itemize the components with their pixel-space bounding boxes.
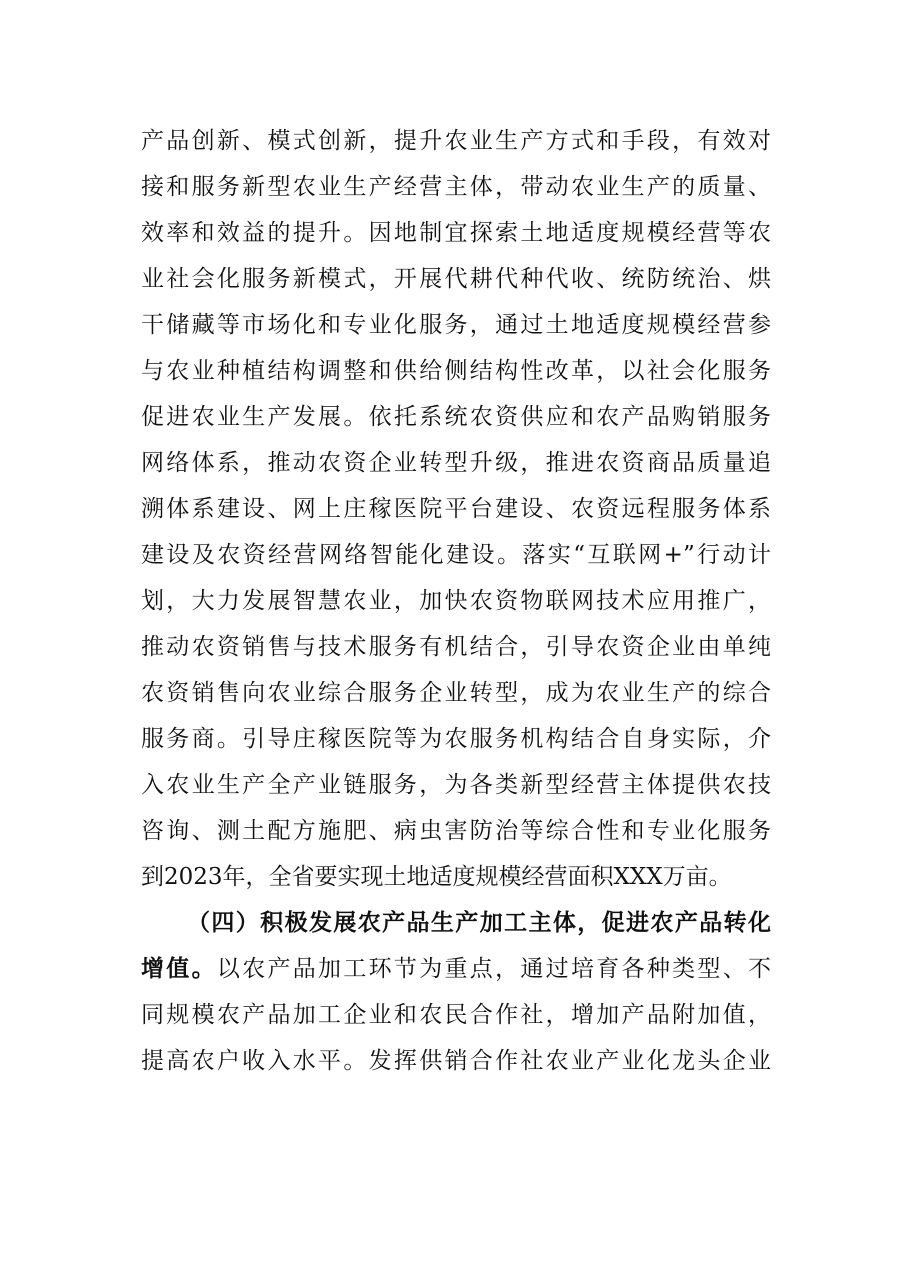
section-heading-tail: 增值。 (141, 956, 217, 982)
text-line: 推动农资销售与技术服务有机结合，引导农资企业由单纯 (141, 634, 771, 660)
text-line: 接和服务新型农业生产经营主体，带动农业生产的质量、 (141, 174, 771, 200)
text-line: 同规模农产品加工企业和农民合作社，增加产品附加值， (141, 1002, 771, 1028)
text-line: 干储藏等市场化和专业化服务，通过土地适度规模经营参 (141, 312, 771, 338)
text-line: 划，大力发展智慧农业，加快农资物联网技术应用推广， (141, 588, 771, 614)
text-line: 农资销售向农业综合服务企业转型，成为农业生产的综合 (141, 680, 771, 706)
text-line: 提高农户收入水平。发挥供销合作社农业产业化龙头企业 (141, 1048, 771, 1074)
text-line: 效率和效益的提升。因地制宜探索土地适度规模经营等农 (141, 220, 771, 246)
document-body (141, 118, 771, 1084)
section-heading: （四）积极发展农产品生产加工主体，促进农产品转化 (187, 910, 771, 936)
text-line: 与农业种植结构调整和供给侧结构性改革，以社会化服务 (141, 358, 771, 384)
text-line: 促进农业生产发展。依托系统农资供应和农产品购销服务 (141, 404, 771, 430)
text-line: 网络体系，推动农资企业转型升级，推进农资商品质量追 (141, 450, 771, 476)
paragraph-2 (141, 900, 771, 1084)
text-line: 服务商。引导庄稼医院等为农服务机构结合自身实际，介 (141, 726, 771, 752)
text-line: 建设及农资经营网络智能化建设。落实“互联网+”行动计 (141, 542, 771, 568)
text-line: 入农业生产全产业链服务，为各类新型经营主体提供农技 (141, 772, 771, 798)
text-line: 产品创新、模式创新，提升农业生产方式和手段，有效对 (141, 128, 771, 154)
text-line: 咨询、测土配方施肥、病虫害防治等综合性和专业化服务 (141, 818, 771, 844)
text-run: 以农产品加工环节为重点，通过培育各种类型、不 (216, 956, 771, 982)
text-line (141, 946, 771, 992)
paragraph-1 (141, 118, 771, 900)
text-line: 溯体系建设、网上庄稼医院平台建设、农资远程服务体系 (141, 496, 771, 522)
text-line: 业社会化服务新模式，开展代耕代种代收、统防统治、烘 (141, 266, 771, 292)
text-line: 到2023年，全省要实现土地适度规模经营面积XXX万亩。 (141, 864, 732, 890)
